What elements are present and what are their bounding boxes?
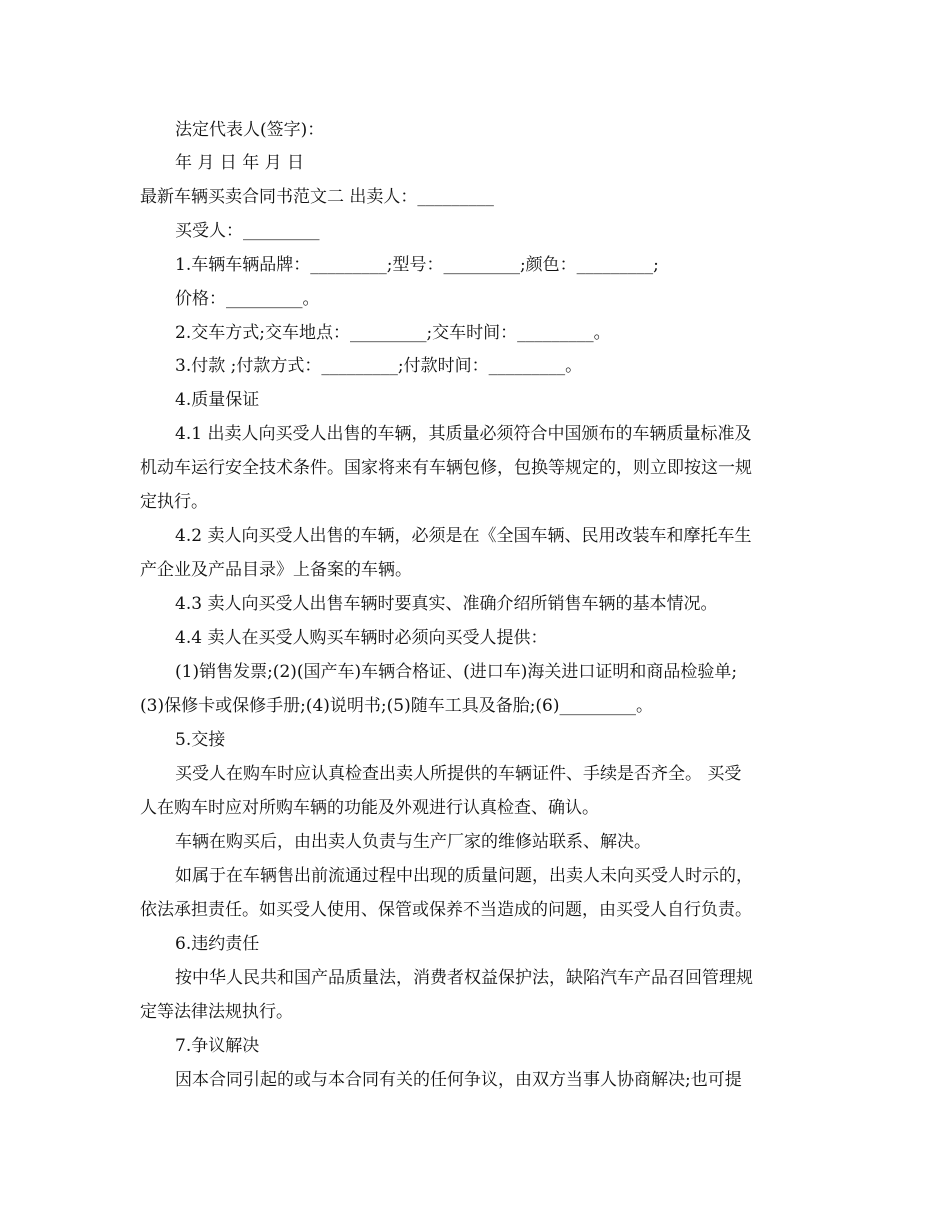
buyer-line: 买受人：_________: [175, 221, 320, 241]
paragraph-line: 按中华人民共和国产品质量法，消费者权益保护法，缺陷汽车产品召回管理规: [175, 968, 753, 988]
paragraph-line: 依法承担责任。如买受人使用、保管或保养不当造成的问题，由买受人自行负责。: [140, 900, 752, 920]
paragraph-line: 买受人在购车时应认真检查出卖人所提供的车辆证件、手续是否齐全。 买受: [175, 764, 742, 784]
section-heading-dispute: 7.争议解决: [175, 1036, 260, 1056]
delivery-line: 2.交车方式;交车地点：_________;交车时间：_________。: [175, 323, 611, 343]
vehicle-info-line: 1.车辆车辆品牌：_________;型号：_________;颜色：_________;: [175, 255, 659, 275]
date-line: 年 月 日 年 月 日: [175, 153, 305, 173]
signature-line: 法定代表人(签字)：: [175, 120, 325, 140]
paragraph-line: 4.2 卖人向买受人出售的车辆，必须是在《全国车辆、民用改装车和摩托车生: [175, 526, 752, 546]
paragraph-line: 因本合同引起的或与本合同有关的任何争议，由双方当事人协商解决;也可提: [175, 1070, 742, 1090]
paragraph-line: 定执行。: [140, 492, 208, 512]
paragraph-line: 4.4 卖人在买受人购买车辆时必须向买受人提供：: [175, 628, 548, 648]
paragraph-line: 定等法律法规执行。: [140, 1002, 293, 1022]
section-heading-handover: 5.交接: [175, 730, 226, 750]
paragraph-line: (1)销售发票;(2)(国产车)车辆合格证、(进口车)海关进口证明和商品检验单;: [175, 662, 738, 682]
paragraph-line: 如属于在车辆售出前流通过程中出现的质量问题，出卖人未向买受人时示的，: [175, 866, 753, 886]
paragraph-line: (3)保修卡或保修手册;(4)说明书;(5)随车工具及备胎;(6)_________。: [140, 696, 654, 716]
section-heading-quality: 4.质量保证: [175, 390, 260, 410]
price-line: 价格：_________。: [175, 289, 320, 309]
paragraph-line: 车辆在购买后，由出卖人负责与生产厂家的维修站联系、解决。: [175, 832, 651, 852]
paragraph-line: 4.1 出卖人向买受人出售的车辆，其质量必须符合中国颁布的车辆质量标准及: [175, 424, 752, 444]
contract-title-seller-line: 最新车辆买卖合同书范文二 出卖人：_________: [140, 187, 494, 207]
payment-line: 3.付款 ;付款方式：_________;付款时间：_________。: [175, 356, 583, 376]
paragraph-line: 4.3 卖人向买受人出售车辆时要真实、准确介绍所销售车辆的基本情况。: [175, 594, 718, 614]
section-heading-liability: 6.违约责任: [175, 934, 260, 954]
paragraph-line: 机动车运行安全技术条件。国家将来有车辆包修，包换等规定的，则立即按这一规: [140, 458, 752, 478]
paragraph-line: 人在购车时应对所购车辆的功能及外观进行认真检查、确认。: [140, 798, 599, 818]
paragraph-line: 产企业及产品目录》上备案的车辆。: [140, 560, 412, 580]
